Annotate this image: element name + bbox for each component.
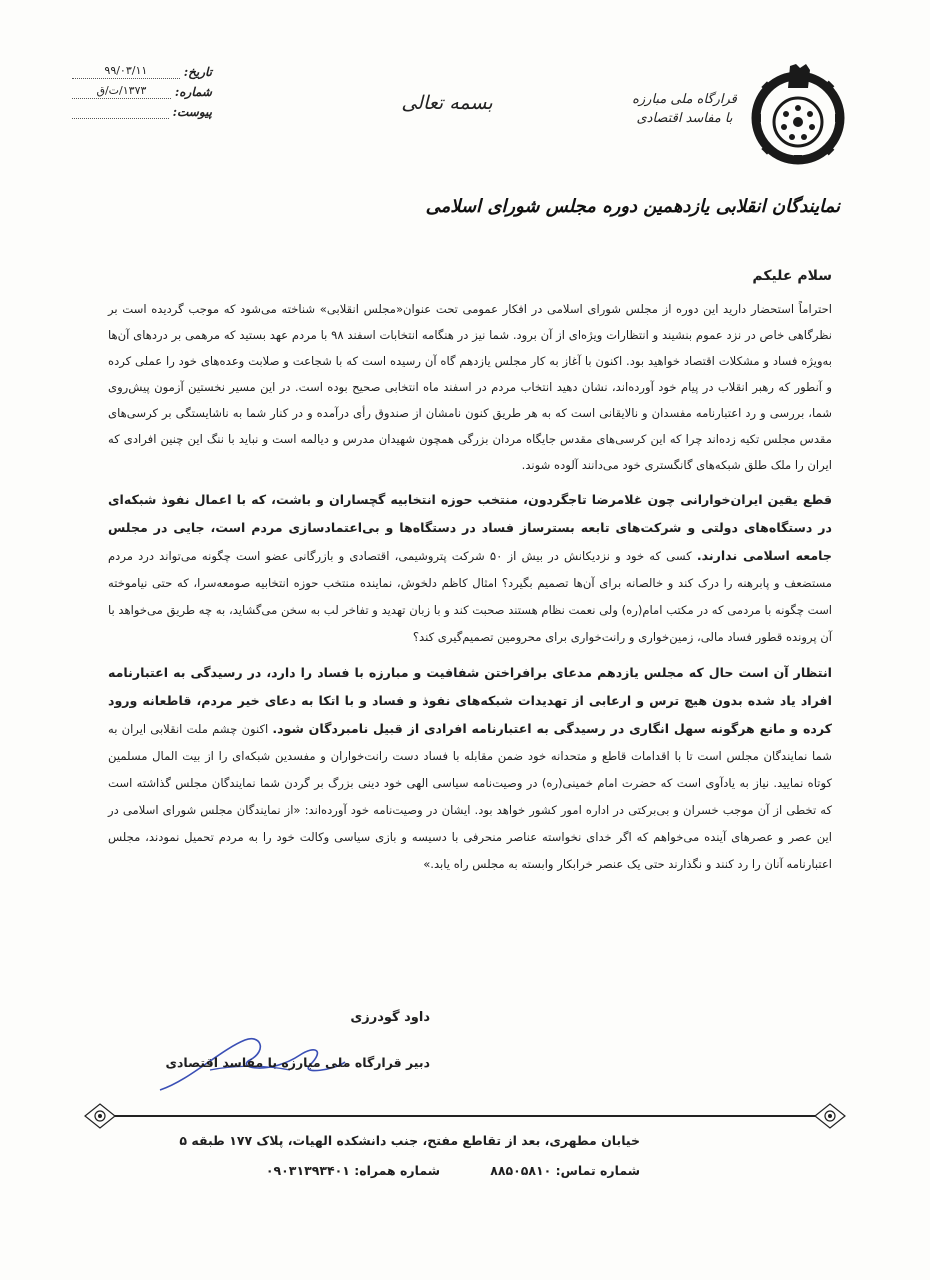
footer-mobile: شماره همراه: ۰۹۰۳۱۳۹۳۴۰۱ bbox=[265, 1163, 440, 1178]
recipient-heading: نمایندگان انقلابی یازدهمین دوره مجلس شورای اسلامی bbox=[425, 196, 840, 217]
greeting: سلام علیکم bbox=[752, 268, 832, 284]
signatory-title: دبیر قرارگاه ملی مبارزه با مفاسد اقتصادی bbox=[165, 1055, 430, 1070]
paragraph-2-rest: کسی که خود و نزدیکانش در بیش از ۵۰ شرکت پتروشیمی، اقتصادی و بازرگانی عضو است چگونه می‌تواند درد مردم مستضعف و پابرهنه را درک کند و خالصانه برای آن‌ها تصمیم بگیرد؟ امثال کاظم دلخوش، نماینده منتخب حوزه انتخابیه صومعه‌سرا، که حتی نیاموخته است چگونه با مردمی که در مکتب امام(ره) ولی نعمت نظام هستند صحبت کند و با زبان تهدید و تفاخر لب به سخن می‌گشاید، به چه طریق می‌خواهد با آن پرونده قطور فساد مالی، زمین‌خواری و رانت‌خواری برای محرومین تصمیم‌گیری کند؟ bbox=[107, 549, 832, 644]
footer-ornament-divider bbox=[75, 1096, 855, 1136]
organization-name-line2: با مفاسد اقتصادی bbox=[636, 111, 733, 126]
attachment-label: پیوست: bbox=[172, 105, 212, 119]
organization-name bbox=[622, 90, 747, 128]
date-label: تاریخ: bbox=[183, 65, 212, 79]
paragraph-1: احتراماً استحضار دارید این دوره از مجلس شورای اسلامی در افکار عمومی تحت عنوان«مجلس انقلابی» شناخته می‌شود که موجب گردیده است بر نظرگاهی خاص در نزد عموم بنشیند و انتظارات ویژه‌ای از آن برود. شما نیز در هنگامه انتخابات اسفند ۹۸ با مردم عهد بستید که مرهمی بر دردهای آن‌ها به‌ویژه فساد و مشکلات اقتصاد خواهید بود. اکنون با آغاز به کار مجلس یازدهم گاه آن رسیده است که با شجاعت و صلابت وعده‌های خود را عملی کرده و آنطور که رهبر انقلاب در پیام خود آورده‌اند، نشان دهید انتخاب مردم در اسفند ماه انتخابی صحیح بوده است. در این مسیر نخستین آزمون پیش‌روی شما، بررسی و رد اعتبارنامه مفسدان و نالایقانی است که به هر طریق کنون نامشان از صندوق رأی درآمده و در کنار شما به ناشایستگی بر کرسی‌های مقدس مجلس تکیه زده‌اند چرا که این کرسی‌های مقدس جایگاه مردان بزرگی همچون شهیدان مدرس و دیالمه است و نباید با ننگ این چنین افرادی که ایران را ملک طلق شبکه‌های گانگستری خود می‌دانند آلوده شوند. bbox=[108, 302, 832, 472]
paragraph-2 bbox=[108, 486, 832, 651]
attachment-row bbox=[72, 102, 212, 122]
paragraph-2-bold-lead: قطع یقین ایران‌خوارانی چون غلامرضا تاجگردون، منتخب حوزه انتخابیه گچساران و باشت، که با اعمال نفوذ شبکه‌ای در دستگاه‌های دولتی و شرکت‌های تابعه بسترساز فساد در دستگاه‌ها و بی‌اعتمادسازی مردم است، جایی در مجلس جامعه اسلامی ندارند. bbox=[108, 492, 832, 563]
number-value: ۱۳۷۳/ت/ق bbox=[72, 85, 171, 99]
paragraph-3-bold-lead: انتظار آن است حال که مجلس یازدهم مدعای برافراختن شفافیت و مبارزه با فساد را دارد، در رسیدگی به اعتبارنامه افراد یاد شده بدون هیچ ترس و ارعابی از تهدیدات شبکه‌های نفوذ و فساد و با اتکا به دعای خیر مردم، قاطعانه ورود کرده و مانع هرگونه سهل انگاری در رسیدگی به اعتبارنامه افرادی از قبیل نامبردگان شود. bbox=[108, 665, 832, 736]
number-row bbox=[72, 82, 212, 102]
footer-phone: شماره تماس: ۸۸۵۰۵۸۱۰ bbox=[490, 1163, 640, 1178]
letter-metadata bbox=[72, 62, 212, 122]
signatory-name: داود گودرزی bbox=[350, 1010, 430, 1025]
organization-logo bbox=[748, 58, 848, 166]
letter-body bbox=[108, 268, 832, 886]
organization-name-line1: قرارگاه ملی مبارزه bbox=[632, 92, 737, 107]
bismillah-heading: بسمه تعالی bbox=[401, 92, 493, 114]
attachment-value bbox=[72, 105, 169, 119]
paragraph-3-rest: اکنون چشم ملت انقلابی ایران به شما نمایندگان مجلس است تا با اقدامات قاطع و متحدانه خود ضمن مقابله با فساد دست رانت‌خواران و مفسدین شبکه‌ای را از بیت المال مسلمین کوتاه نمایید. نیاز به یادآوی است که حضرت امام خمینی(ره) در وصیت‌نامه سیاسی الهی خود دینی بزرگ بر گردن شما نمایندگان مجلس گذاشته است که تخطی از آن موجب خسران و بی‌برکتی در اداره امور کشور خواهد بود. ایشان در وصیت‌نامه خود آورده‌اند: «از نمایندگان مجلس شورای اسلامی در این عصر و عصرهای آینده می‌خواهم که اگر خدای نخواسته عناصر منحرفی با دسیسه و بازی سیاسی وکالت خود را به مردم تحمیل نمودند، مجلس اعتبارنامه آنان را رد کنند و نگذارند حتی یک عنصر خرابکار وابسته به مجلس راه یابد.» bbox=[108, 722, 832, 871]
number-label: شماره: bbox=[174, 85, 212, 99]
paragraph-3 bbox=[108, 659, 832, 878]
footer-address: خیابان مطهری، بعد از تقاطع مفتح، جنب دانشکده الهیات، پلاک ۱۷۷ طبقه ۵ bbox=[179, 1133, 640, 1148]
date-row bbox=[72, 62, 212, 82]
date-value: ۹۹/۰۳/۱۱ bbox=[72, 65, 180, 79]
